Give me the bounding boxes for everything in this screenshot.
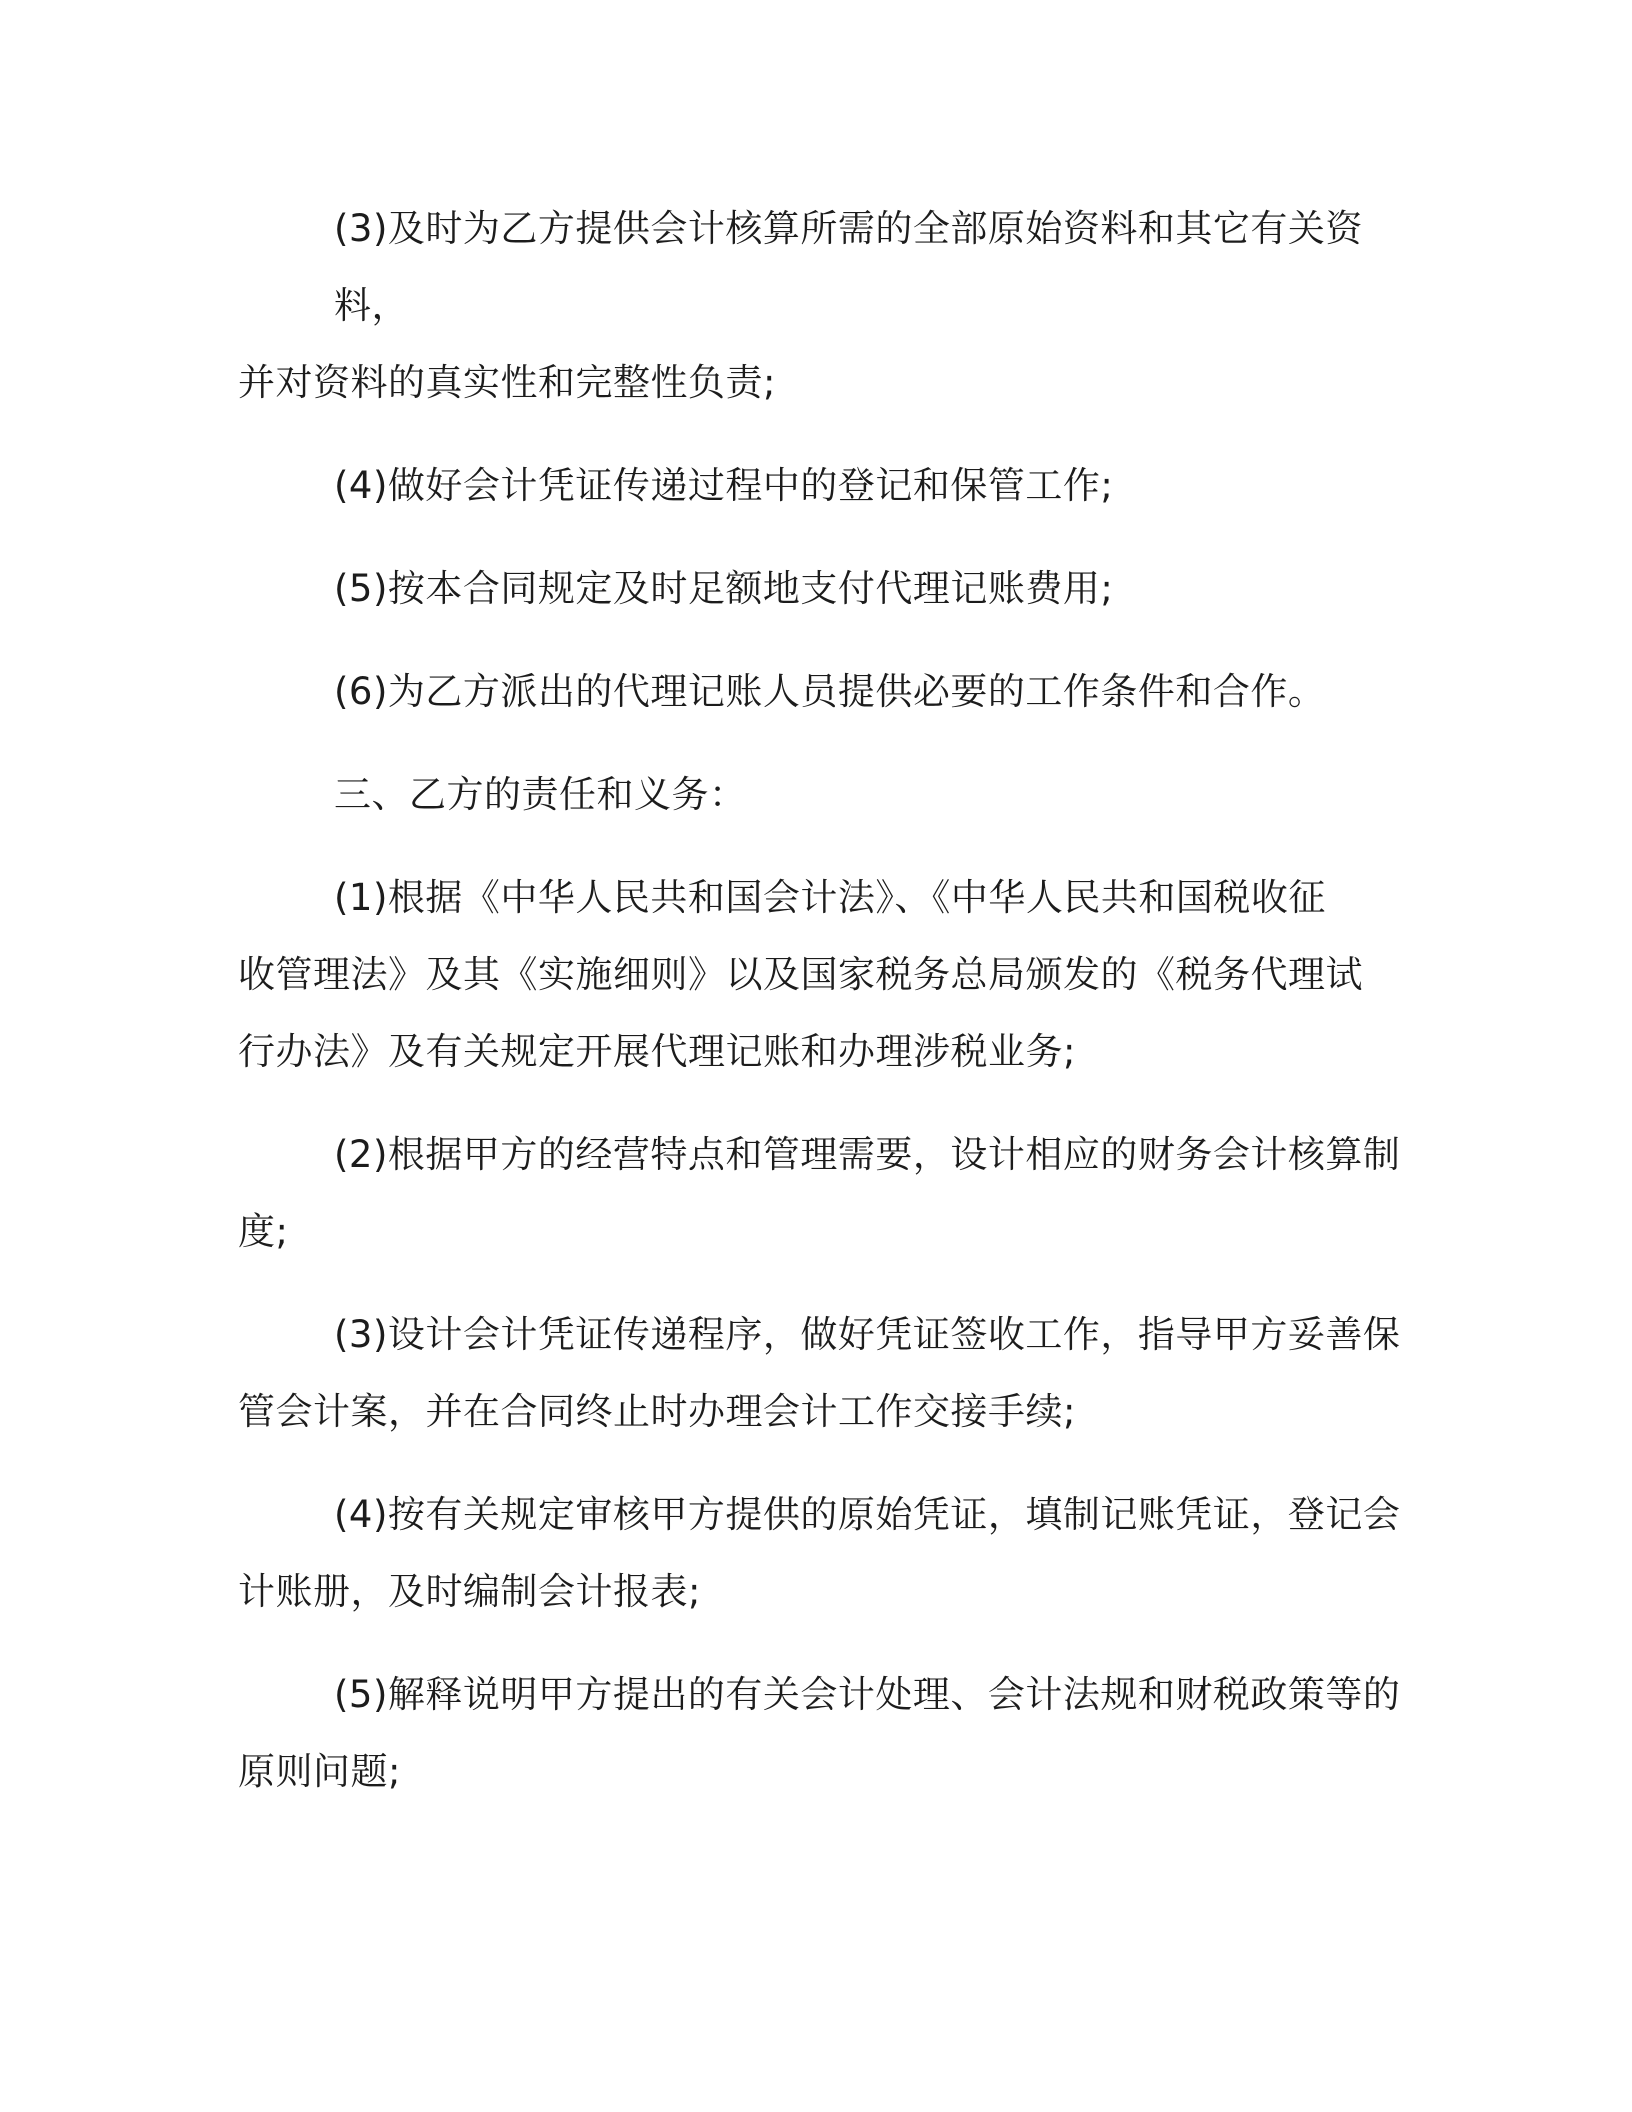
paragraph-item-b3 [238, 1296, 1408, 1450]
text-line: (6)为乙方派出的代理记账人员提供必要的工作条件和合作。 [334, 670, 1326, 713]
text-line: (5)解释说明甲方提出的有关会计处理、会计法规和财税政策等的 [334, 1673, 1401, 1716]
paragraph-item-b2 [238, 1116, 1408, 1270]
paragraph-item-b5 [238, 1656, 1408, 1810]
text-line: (5)按本合同规定及时足额地支付代理记账费用; [334, 567, 1114, 610]
paragraph-item-b1 [238, 859, 1408, 1090]
text-line: 度; [238, 1210, 289, 1253]
paragraph-item-a6 [238, 653, 1408, 730]
text-line: (4)按有关规定审核甲方提供的原始凭证，填制记账凭证，登记会 [334, 1493, 1401, 1536]
paragraph-item-b4 [238, 1476, 1408, 1630]
section-heading [238, 756, 1408, 833]
text-line: (3)设计会计凭证传递程序，做好凭证签收工作，指导甲方妥善保 [334, 1313, 1401, 1356]
paragraph-item-a5 [238, 550, 1408, 627]
paragraph-item-a4 [238, 447, 1408, 524]
document-body [238, 190, 1408, 1836]
text-line: 计账册，及时编制会计报表; [238, 1570, 701, 1613]
text-line: (4)做好会计凭证传递过程中的登记和保管工作; [334, 464, 1114, 507]
text-line: 行办法》及有关规定开展代理记账和办理涉税业务; [238, 1030, 1076, 1073]
text-line: 三、乙方的责任和义务： [334, 773, 747, 816]
text-line: 并对资料的真实性和完整性负责; [238, 361, 776, 404]
text-line: (3)及时为乙方提供会计核算所需的全部原始资料和其它有关资料， [334, 207, 1363, 327]
paragraph-item-a3 [238, 190, 1408, 421]
text-line: 原则问题; [238, 1750, 401, 1793]
text-line: 收管理法》及其《实施细则》以及国家税务总局颁发的《税务代理试 [238, 953, 1363, 996]
text-line: 管会计案，并在合同终止时办理会计工作交接手续; [238, 1390, 1076, 1433]
text-line: (1)根据《中华人民共和国会计法》、《中华人民共和国税收征 [334, 876, 1326, 919]
text-line: (2)根据甲方的经营特点和管理需要，设计相应的财务会计核算制 [334, 1133, 1401, 1176]
